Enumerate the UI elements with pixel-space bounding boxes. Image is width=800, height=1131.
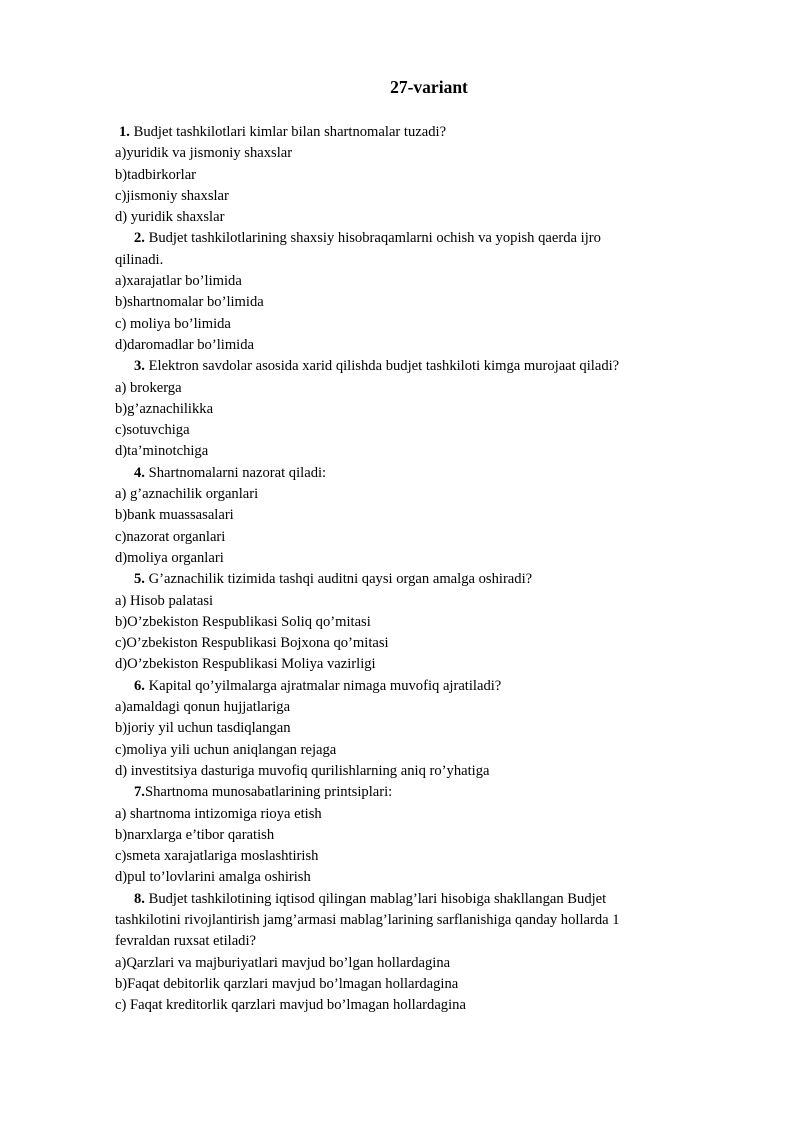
answer-option: c)moliya yili uchun aniqlangan rejaga	[115, 741, 337, 758]
question-5	[115, 569, 645, 590]
answer-option: c)jismoniy shaxslar	[115, 187, 229, 204]
answer-option: a)amaldagi qonun hujjatlariga	[115, 699, 291, 716]
page-title: 27-variant	[390, 77, 468, 97]
question-8	[115, 889, 645, 953]
answer-option: c)O’zbekiston Respublikasi Bojxona qo’mitasi	[115, 635, 389, 652]
answer-option: a) shartnoma intizomiga rioya etish	[115, 805, 322, 822]
question-6	[115, 676, 645, 697]
answer-option: b)O’zbekiston Respublikasi Soliq qo’mitasi	[115, 613, 371, 630]
question-number: 5.	[134, 571, 145, 588]
answer-option: d) investitsiya dasturiga muvofiq qurilishlarning aniq ro’yhatiga	[115, 762, 490, 779]
answer-option: d)moliya organlari	[115, 549, 224, 566]
question-text: Kapital qo’yilmalarga ajratmalar nimaga muvofiq ajratiladi?	[144, 677, 502, 694]
answer-option: a)xarajatlar bo’limida	[115, 273, 242, 290]
question-number: 6.	[134, 677, 145, 694]
answer-option: d)ta’minotchiga	[115, 443, 209, 460]
question-number: 3.	[134, 358, 145, 375]
answer-option: c)smeta xarajatlariga moslashtirish	[115, 848, 319, 865]
answer-option: a)yuridik va jismoniy shaxslar	[115, 145, 293, 162]
answer-option: a) brokerga	[115, 379, 182, 396]
answer-option: a) g’aznachilik organlari	[115, 486, 259, 503]
question-text: Shartnomalarni nazorat qiladi:	[144, 464, 327, 481]
question-text: Elektron savdolar asosida xarid qilishda budjet tashkiloti kimga murojaat qiladi?	[144, 358, 620, 375]
answer-option: b)joriy yil uchun tasdiqlangan	[115, 720, 291, 737]
answer-option: a) Hisob palatasi	[115, 592, 214, 609]
question-number: 2.	[134, 230, 145, 247]
question-number: 4.	[134, 464, 145, 481]
answer-option: b)shartnomalar bo’limida	[115, 294, 264, 311]
question-text: Budjet tashkilotlarining shaxsiy hisobraqamlarni ochish va yopish qaerda ijro qilinadi.	[115, 230, 601, 268]
answer-option: d)O’zbekiston Respublikasi Moliya vazirligi	[115, 656, 376, 673]
question-text: Shartnoma munosabatlarining printsiplari:	[144, 784, 393, 801]
answer-option: b)narxlarga e’tibor qaratish	[115, 826, 275, 843]
question-list	[115, 122, 645, 1016]
question-7	[115, 782, 645, 803]
question-3	[115, 356, 645, 377]
question-number: 7.	[134, 784, 145, 801]
answer-option: c) moliya bo’limida	[115, 315, 231, 332]
answer-option: a)Qarzlari va majburiyatlari mavjud bo’lgan hollardagina	[115, 954, 451, 971]
question-number: 1.	[119, 124, 130, 140]
question-text: Budjet tashkilotining iqtisod qilingan mablag’lari hisobiga shakllangan Budjet tashkilotini rivojlantirish jamg’armasi mablag’larining sarflanishiga qanday hollarda 1 fevraldan ruxsat etiladi?	[115, 890, 620, 950]
answer-option: c)nazorat organlari	[115, 528, 226, 545]
question-4	[115, 463, 645, 484]
answer-option: c) Faqat kreditorlik qarzlari mavjud bo’lmagan hollardagina	[115, 997, 466, 1014]
answer-option: c)sotuvchiga	[115, 422, 190, 439]
answer-option: b)bank muassasalari	[115, 507, 234, 524]
answer-option: d)daromadlar bo’limida	[115, 336, 254, 353]
question-1	[115, 122, 645, 143]
answer-option: b)g’aznachilikka	[115, 400, 214, 417]
question-number: 8.	[134, 890, 145, 907]
answer-option: b)Faqat debitorlik qarzlari mavjud bo’lmagan hollardagina	[115, 975, 459, 992]
answer-option: d) yuridik shaxslar	[115, 209, 225, 226]
answer-option: b)tadbirkorlar	[115, 166, 197, 183]
question-text: Budjet tashkilotlari kimlar bilan shartnomalar tuzadi?	[129, 124, 447, 140]
question-2	[115, 228, 645, 271]
question-text: G’aznachilik tizimida tashqi auditni qaysi organ amalga oshiradi?	[144, 571, 533, 588]
answer-option: d)pul to’lovlarini amalga oshirish	[115, 869, 311, 886]
